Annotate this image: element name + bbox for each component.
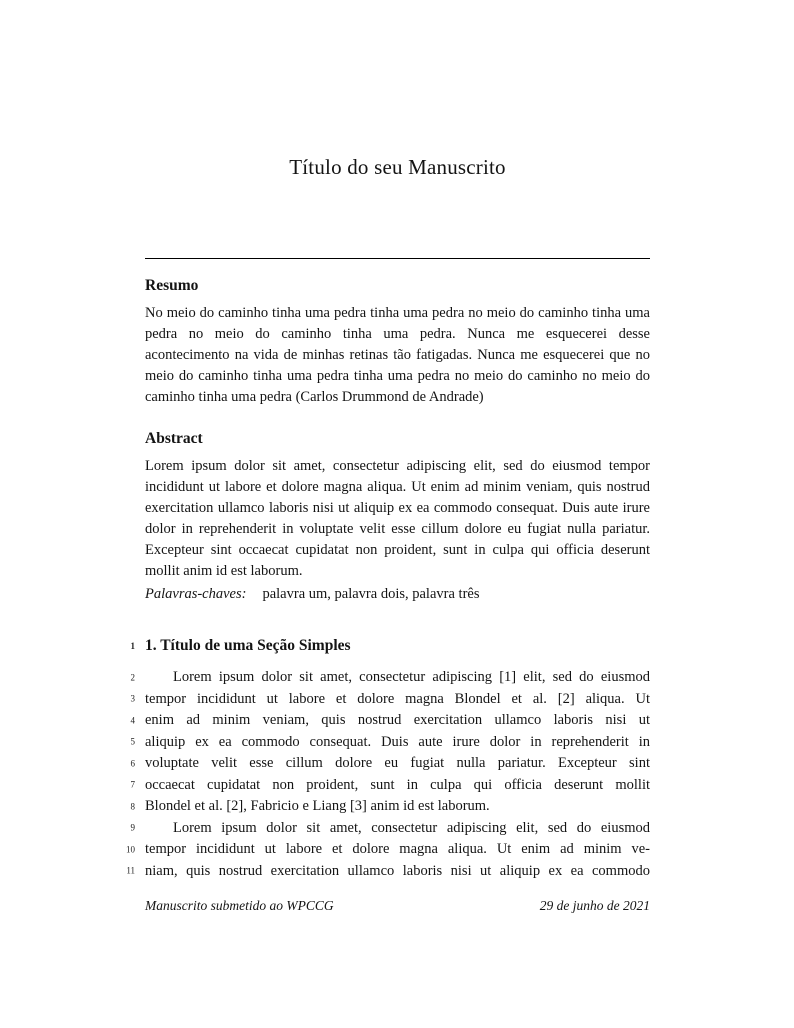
page-footer: [145, 898, 650, 914]
line-number: 8: [130, 801, 135, 811]
body-text-line: [130, 753, 650, 775]
body-text-line: [126, 861, 650, 883]
body-text: occaecat cupidatat non proident, sunt in culpa qui officia deserunt mollit: [145, 776, 650, 793]
footer-date: 29 de junho de 2021: [539, 898, 650, 913]
resumo-heading: Resumo: [145, 277, 199, 294]
body-text-line: [130, 667, 650, 689]
line-number: 6: [130, 758, 135, 768]
body-text: tempor incididunt ut labore et dolore magna Blondel et al. [2] aliqua. Ut: [145, 690, 650, 707]
title-rule: [145, 258, 650, 259]
line-number: 9: [130, 822, 135, 833]
body-text-line: [130, 732, 650, 754]
body-text: tempor incididunt ut labore et dolore magna aliqua. Ut enim ad minim ve-: [145, 841, 650, 857]
body-text-line: [130, 796, 650, 818]
line-number: 2: [130, 672, 135, 682]
paper-title: Título do seu Manuscrito: [289, 155, 506, 179]
line-number: 3: [130, 693, 135, 704]
body-text-line: [130, 689, 650, 711]
section-body: [126, 634, 650, 882]
section-heading: 1. Título de uma Seção Simples: [145, 637, 351, 654]
keywords-value: palavra um, palavra dois, palavra três: [262, 586, 480, 602]
resumo-body: No meio do caminho tinha uma pedra tinha uma pedra no meio do caminho tinha uma pedra no meio do caminho tinha uma pedra. Nunca me esquecerei desse acontecimento na vida de minhas retinas tão fatigadas. Nunca me esquecerei que no meio do caminho tinha uma pedra tinha uma pedra no meio do caminho no meio do caminho tinha uma pedra (Carlos Drummond de Andrade): [145, 305, 650, 405]
body-text: voluptate velit esse cillum dolore eu fugiat nulla pariatur. Excepteur sint: [145, 755, 650, 771]
keywords-label: Palavras-chaves:: [145, 586, 247, 602]
line-number: 1: [130, 641, 135, 651]
body-text-line: [130, 710, 650, 732]
keywords-line: [145, 586, 650, 603]
body-text: Lorem ipsum dolor sit amet, consectetur adipiscing elit, sed do eiusmod: [173, 819, 650, 836]
body-text: Blondel et al. [2], Fabricio e Liang [3] anim id est laborum.: [145, 798, 490, 814]
line-number: 4: [130, 715, 135, 725]
line-number: 5: [130, 736, 135, 747]
body-text-line: [130, 818, 650, 840]
abstract-body: Lorem ipsum dolor sit amet, consectetur adipiscing elit, sed do eiusmod tempor incididunt ut labore et dolore magna aliqua. Ut enim ad minim veniam, quis nostrud exercitation ullamco laboris nisi ut aliquip ex ea commodo consequat. Duis aute irure dolor in reprehenderit in voluptate velit esse cillum dolore eu fugiat nulla pariatur. Excepteur sint occaecat cupidatat non proident, sunt in culpa qui officia deserunt mollit anim id est laborum.: [145, 458, 650, 579]
line-number: 10: [126, 844, 135, 854]
line-number: 11: [126, 865, 135, 876]
body-text-line: [130, 775, 650, 797]
section-heading-line: [130, 634, 650, 658]
body-text: enim ad minim veniam, quis nostrud exercitation ullamco laboris nisi ut: [145, 712, 650, 728]
body-text: Lorem ipsum dolor sit amet, consectetur adipiscing [1] elit, sed do eiusmod: [173, 669, 650, 685]
abstract-heading: Abstract: [145, 430, 203, 447]
body-text: niam, quis nostrud exercitation ullamco laboris nisi ut aliquip ex ea commodo: [145, 862, 650, 879]
line-number: 7: [130, 779, 135, 790]
body-text-line: [126, 839, 650, 861]
footer-submission-note: Manuscrito submetido ao WPCCG: [145, 898, 334, 913]
body-text: aliquip ex ea commodo consequat. Duis aute irure dolor in reprehenderit in: [145, 733, 650, 750]
